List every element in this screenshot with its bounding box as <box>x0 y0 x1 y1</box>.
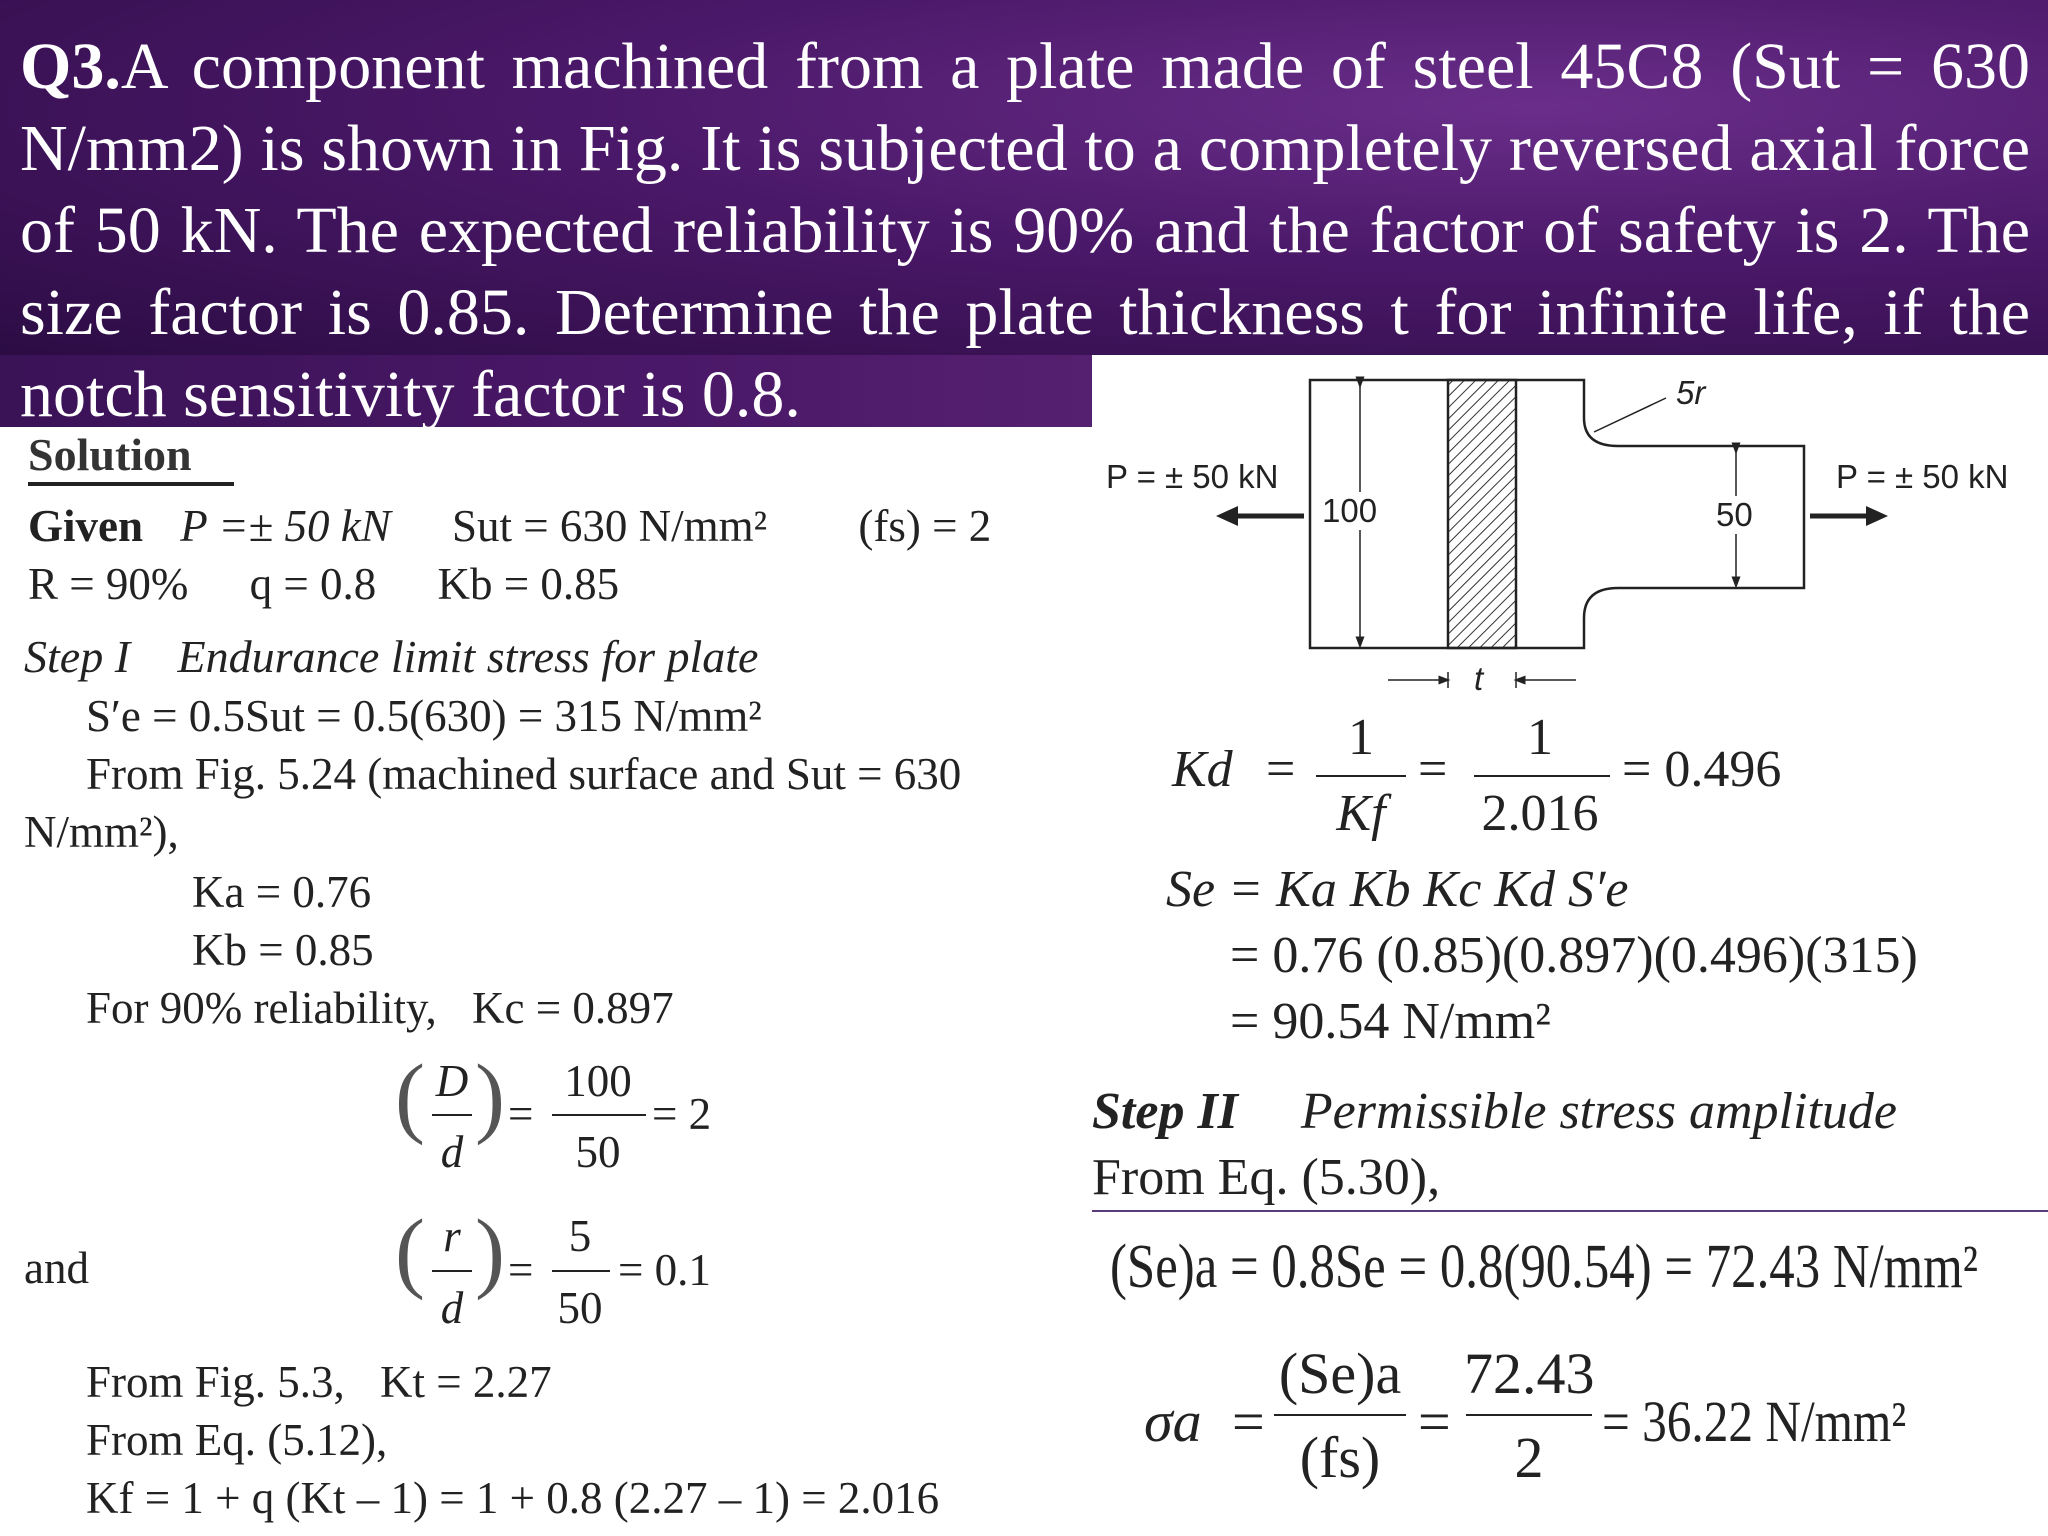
dd-bar <box>552 1114 646 1116</box>
fig-fillet: 5r <box>1676 374 1706 411</box>
section-divider <box>1092 1210 2048 1212</box>
rd-sym-bar <box>432 1270 472 1272</box>
kd-den1: Kf <box>1336 785 1386 842</box>
kd-bar2 <box>1474 775 1610 777</box>
step2-heading <box>1092 1082 1897 1141</box>
from-fig-53-line <box>86 1356 552 1408</box>
dd-left-paren: ( <box>395 1047 425 1146</box>
kd-bar1 <box>1316 775 1406 777</box>
given-line-1 <box>28 500 991 552</box>
kf-equation: Kf = 1 + q (Kt – 1) = 1 + 0.8 (2.27 – 1) = 2.016 <box>86 1473 940 1523</box>
solution-heading: Solution <box>28 429 192 480</box>
step2-label: Step II <box>1092 1083 1238 1140</box>
kd-den2: 2.016 <box>1481 785 1599 842</box>
dd-num: 100 <box>564 1056 632 1106</box>
fig-dim-50: 50 <box>1716 496 1753 533</box>
step2-title: Permissible stress amplitude <box>1300 1083 1897 1140</box>
step1-heading <box>24 630 758 683</box>
sigma-lhs: σa <box>1144 1389 1202 1454</box>
kd-lhs: Kd <box>1172 741 1233 798</box>
from-eq-512: From Eq. (5.12), <box>86 1415 388 1465</box>
fillet-leader <box>1594 398 1666 432</box>
right-arrow-head <box>1866 506 1888 526</box>
sigma-eq1: = <box>1232 1389 1265 1454</box>
kc-value: Kc = 0.897 <box>472 983 674 1033</box>
given-fs: (fs) = 2 <box>858 501 992 551</box>
fig-thickness: t <box>1474 660 1484 697</box>
se-equation: Se = Ka Kb Kc Kd S′e <box>1166 861 1629 918</box>
reliability-label: For 90% reliability, <box>86 983 437 1033</box>
dd-den: 50 <box>575 1127 621 1177</box>
question-label: Q3. <box>20 30 121 103</box>
given-kb: Kb = 0.85 <box>437 559 620 609</box>
sigma-result: = 36.22 N/mm² <box>1602 1389 1907 1454</box>
dd-den-sym: d <box>440 1127 464 1177</box>
from-fig-53: From Fig. 5.3, <box>86 1357 345 1407</box>
given-p: P =± 50 kN <box>180 501 391 551</box>
ka-value: Ka = 0.76 <box>192 867 372 917</box>
se-prime-eq: S′e = 0.5Sut = 0.5(630) = 315 N/mm² <box>86 691 762 741</box>
rd-left-paren: ( <box>395 1202 425 1301</box>
kb-value: Kb = 0.85 <box>192 925 374 975</box>
hatched-section <box>1448 380 1516 648</box>
sigma-den1: (fs) <box>1299 1425 1381 1490</box>
kd-num2: 1 <box>1527 709 1553 766</box>
rd-result: = 0.1 <box>618 1245 711 1295</box>
dd-result: = 2 <box>652 1089 712 1139</box>
sigma-bar1 <box>1274 1414 1406 1416</box>
dd-num-sym: D <box>435 1056 469 1106</box>
fig-load-left: P = ± 50 kN <box>1106 458 1279 495</box>
given-q: q = 0.8 <box>249 559 377 609</box>
from-fig-524-cont: N/mm²), <box>24 807 179 857</box>
rd-right-paren: ) <box>475 1202 505 1301</box>
dd-equals: = <box>508 1089 534 1139</box>
sigma-num2: 72.43 <box>1464 1341 1595 1406</box>
and-label: and <box>24 1243 89 1293</box>
rd-bar <box>552 1270 610 1272</box>
se-substitution: = 0.76 (0.85)(0.897)(0.496)(315) <box>1230 927 1918 984</box>
solution-underline <box>28 482 234 486</box>
plate-figure <box>1092 356 2048 716</box>
fig-dim-100: 100 <box>1322 492 1378 529</box>
from-fig-524: From Fig. 5.24 (machined surface and Sut = 630 <box>86 749 962 799</box>
kt-value: Kt = 2.27 <box>380 1357 552 1407</box>
kd-eq2: = <box>1418 741 1448 798</box>
step1-label: Step I <box>24 631 131 682</box>
sigma-eq2: = <box>1418 1389 1451 1454</box>
left-arrow-head <box>1216 506 1238 526</box>
fig-load-right: P = ± 50 kN <box>1836 458 2009 495</box>
kd-result: = 0.496 <box>1622 741 1782 798</box>
dd-right-paren: ) <box>475 1047 505 1146</box>
from-eq-530: From Eq. (5.30), <box>1092 1149 1441 1206</box>
rd-num-sym: r <box>443 1211 461 1261</box>
rd-equals: = <box>508 1245 534 1295</box>
given-r: R = 90% <box>28 559 189 609</box>
sea-equation: (Se)a = 0.8Se = 0.8(90.54) = 72.43 N/mm² <box>1110 1233 1979 1301</box>
rd-den-sym: d <box>440 1283 464 1333</box>
sigma-num1: (Se)a <box>1278 1341 1402 1406</box>
question-body: A component machined from a plate made of steel 45C8 (Sut = 630 N/mm2) is shown in Fig. It is subjected to a completely reversed axial force of 50 kN. The expected reliability is 90% and the factor of safety is 2. The size factor is 0.85. Determine the plate thickness t for infinite life, if the notch sensitivity factor is 0.8. <box>20 30 2030 431</box>
step1-title: Endurance limit stress for plate <box>177 631 759 682</box>
sigma-bar2 <box>1466 1414 1592 1416</box>
kd-num1: 1 <box>1348 709 1374 766</box>
given-sut: Sut = 630 N/mm² <box>452 501 768 551</box>
given-line-2 <box>28 558 619 610</box>
se-result: = 90.54 N/mm² <box>1230 993 1551 1050</box>
rd-num: 5 <box>568 1211 592 1261</box>
reliability-line <box>86 982 674 1034</box>
dd-sym-bar <box>432 1114 472 1116</box>
rd-den: 50 <box>557 1283 603 1333</box>
sigma-den2: 2 <box>1514 1425 1544 1490</box>
given-label: Given <box>28 501 144 551</box>
kd-eq1: = <box>1266 741 1296 798</box>
